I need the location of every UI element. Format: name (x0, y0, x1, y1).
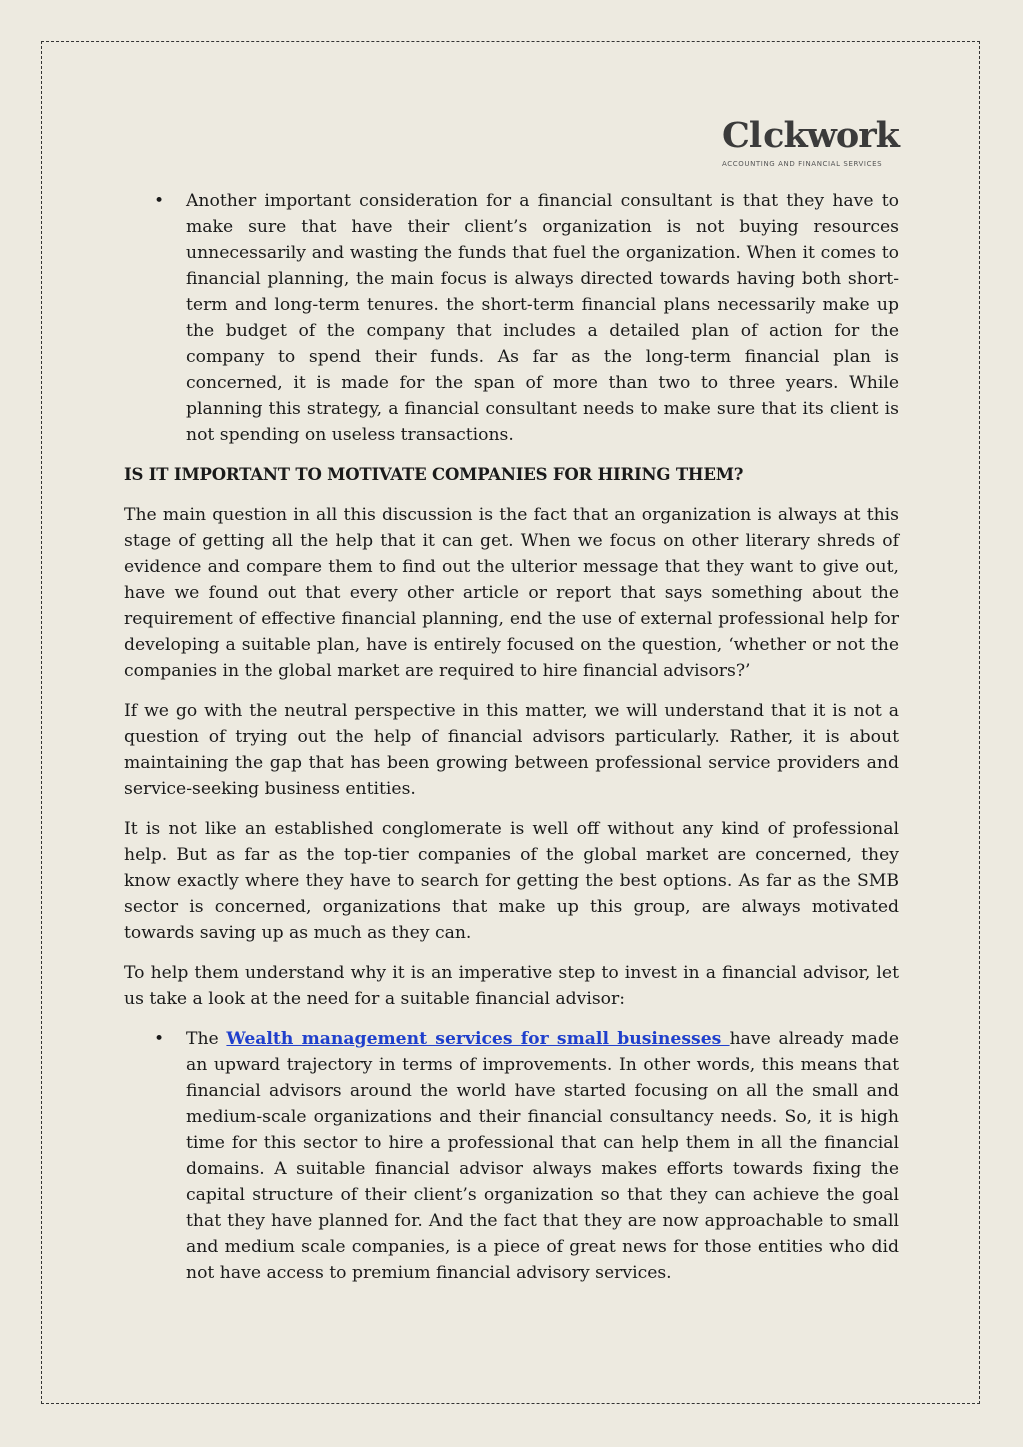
bullet-marker: • (154, 191, 165, 211)
list-item (124, 1026, 899, 1286)
bullet-marker: • (154, 1029, 165, 1049)
logo-subtitle: ACCOUNTING AND FINANCIAL SERVICES (722, 160, 883, 168)
logo-wordmark (722, 116, 898, 156)
logo-word-part2: ckwork (763, 115, 899, 156)
bullet-prefix: The (186, 1029, 227, 1049)
clockwork-logo (722, 116, 898, 172)
paragraph-1: The main question in all this discussion is the fact that an organization is always at this stage of getting all the help that it can get. When we focus on other literary shreds of evidence and compare them to find out the ulterior message that they want to give out, have we found out that every other article or report that says something about the requirement of effective financial planning, end the use of external professional help for developing a suitable plan, have is entirely focused on the question, ‘whether or not the companies in the global market are required to hire financial advisors?’ (124, 505, 899, 681)
bullet-text: have already made an upward trajectory in terms of improvements. In other words, this means that financial advisors around the world have started focusing on all the small and medium-scale organizations and their financial consultancy needs. So, it is high time for this sector to hire a professional that can help them in all the financial domains. A suitable financial advisor always makes efforts towards fixing the capital structure of their client’s organization so that they can achieve the goal that they have planned for. And the fact that they are now approachable to small and medium scale companies, is a piece of great news for those entities who did not have access to premium financial advisory services. (186, 1029, 899, 1283)
document-body (124, 188, 899, 1300)
paragraph-2: If we go with the neutral perspective in this matter, we will understand that it is not a question of trying out the help of financial advisors particularly. Rather, it is about maintaining the gap that has been growing between professional service providers and service-seeking business entities. (124, 701, 899, 799)
wealth-management-link[interactable]: Wealth management services for small businesses (226, 1029, 730, 1049)
list-item (124, 188, 899, 448)
section-heading: IS IT IMPORTANT TO MOTIVATE COMPANIES FOR HIRING THEM? (124, 465, 744, 484)
logo-word-part1: Cl (722, 115, 762, 156)
bullet-list-2 (124, 1026, 899, 1286)
paragraph-3: It is not like an established conglomerate is well off without any kind of professional help. But as far as the top-tier companies of the global market are concerned, they know exactly where they have to search for getting the best options. As far as the SMB sector is concerned, organizations that make up this group, are always motivated towards saving up as much as they can. (124, 819, 899, 943)
bullet-text: Another important consideration for a financial consultant is that they have to make sure that have their client’s organization is not buying resources unnecessarily and wasting the funds that fuel the organization. When it comes to financial planning, the main focus is always directed towards having both short-term and long-term tenures. the short-term financial plans necessarily make up the budget of the company that includes a detailed plan of action for the company to spend their funds. As far as the long-term financial plan is concerned, it is made for the span of more than two to three years. While planning this strategy, a financial consultant needs to make sure that its client is not spending on useless transactions. (186, 191, 899, 445)
paragraph-4: To help them understand why it is an imperative step to invest in a financial advisor, let us take a look at the need for a suitable financial advisor: (124, 963, 899, 1009)
bullet-list-1 (124, 188, 899, 448)
